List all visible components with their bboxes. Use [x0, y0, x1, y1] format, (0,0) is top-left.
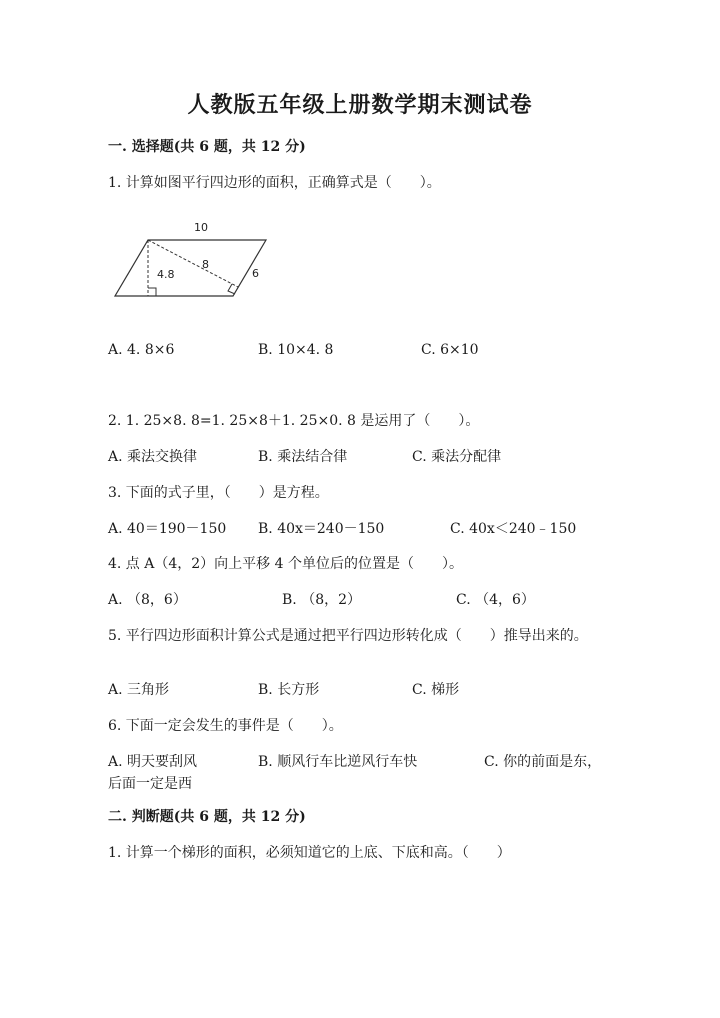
question-3-stem: 3. 下面的式子里，（ ）是方程。: [108, 485, 329, 501]
right-angle-mark-side: [228, 284, 235, 294]
label-height-4-8: 4.8: [157, 268, 175, 281]
question-6-stem: 6. 下面一定会发生的事件是（ ）。: [108, 718, 343, 734]
q3-option-c: C. 40x＜240﹣150: [450, 521, 577, 537]
q5-option-b: B. 长方形: [258, 682, 320, 698]
q1-option-c: C. 6×10: [421, 342, 479, 358]
parallelogram-shape: [115, 240, 266, 296]
judgement-question-1-stem: 1. 计算一个梯形的面积，必须知道它的上底、下底和高。（ ）: [108, 845, 511, 861]
q3-option-a: A. 40＝190－150: [108, 521, 227, 537]
q6-option-c-continued: 后面一定是西: [108, 776, 192, 792]
label-diagonal-8: 8: [202, 258, 209, 271]
q4-option-b: B. （8，2）: [282, 592, 362, 608]
q2-option-c: C. 乘法分配律: [412, 449, 502, 465]
label-top-10: 10: [194, 221, 208, 234]
label-side-6: 6: [252, 267, 259, 280]
q5-option-a: A. 三角形: [108, 682, 170, 698]
right-angle-mark-bottom: [148, 288, 156, 296]
page-title: 人教版五年级上册数学期末测试卷: [187, 92, 533, 118]
section-heading-choice: 一. 选择题(共 6 题，共 12 分): [108, 139, 306, 155]
question-4-stem: 4. 点 A（4，2）向上平移 4 个单位后的位置是（ ）。: [108, 556, 463, 572]
q4-option-a: A. （8，6）: [108, 592, 187, 608]
q5-option-c: C. 梯形: [412, 682, 460, 698]
section-heading-judgement: 二. 判断题(共 6 题，共 12 分): [108, 809, 306, 825]
question-5-stem: 5. 平行四边形面积计算公式是通过把平行四边形转化成（ ）推导出来的。: [108, 628, 588, 644]
q6-option-b: B. 顺风行车比逆风行车快: [258, 754, 418, 770]
q1-option-a: A. 4. 8×6: [108, 342, 175, 358]
q3-option-b: B. 40x＝240－150: [258, 521, 385, 537]
q4-option-c: C. （4，6）: [456, 592, 535, 608]
q1-option-b: B. 10×4. 8: [258, 342, 334, 358]
question-1-stem: 1. 计算如图平行四边形的面积，正确算式是（ ）。: [108, 175, 441, 191]
q2-option-b: B. 乘法结合律: [258, 449, 348, 465]
parallelogram-figure: [108, 212, 278, 307]
question-2-stem: 2. 1. 25×8. 8=1. 25×8＋1. 25×0. 8 是运用了（ ）。: [108, 413, 480, 429]
q6-option-a: A. 明天要刮风: [108, 754, 198, 770]
q6-option-c: C. 你的前面是东，: [484, 754, 602, 770]
q2-option-a: A. 乘法交换律: [108, 449, 198, 465]
